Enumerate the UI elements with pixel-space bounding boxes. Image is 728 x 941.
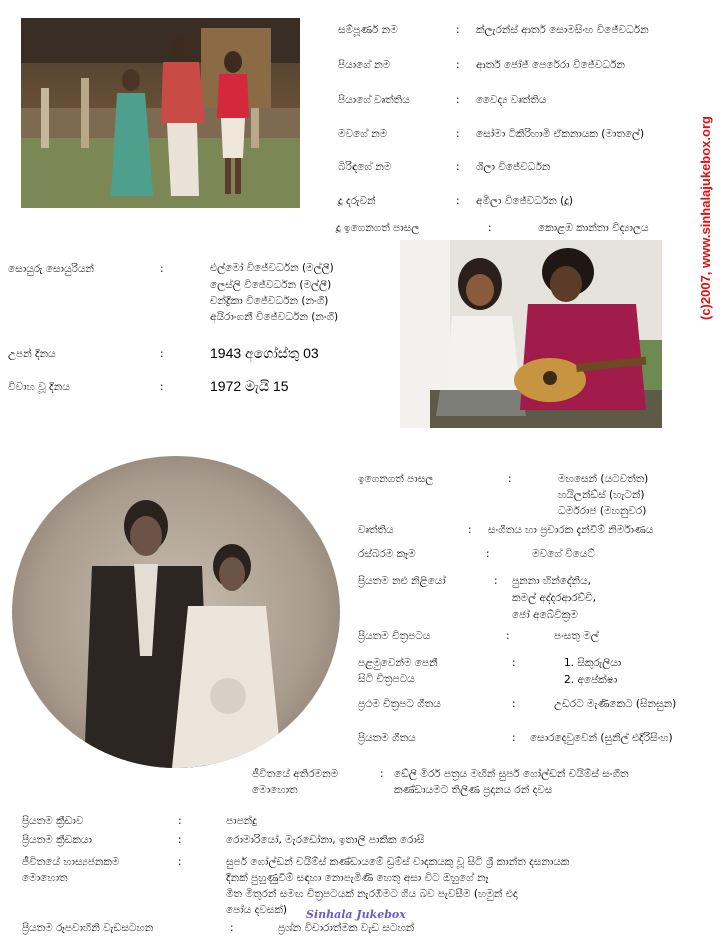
favorite-food-value: මවගේ වියෙට් <box>532 548 595 560</box>
father-profession-sep: : <box>456 94 460 106</box>
father-name-sep: : <box>456 59 460 71</box>
birth-label: උපන් දිනය <box>8 348 56 360</box>
favorite-food-sep: : <box>486 548 490 560</box>
birth-sep: : <box>160 348 164 360</box>
first-film-sep: : <box>512 657 516 669</box>
school-sep: : <box>508 473 512 485</box>
favorite-sport-label: ප්‍රියතම ක්‍රීඩාව <box>22 815 84 827</box>
actor-2: කමල් අද්දරආරච්චි, <box>512 592 597 604</box>
wife-name-label: බිරිඳගේ නම <box>338 161 392 173</box>
mother-name-label: මවගේ නම <box>338 128 388 140</box>
favorite-player-sep: : <box>178 834 182 846</box>
first-film-1: 1. සිකුරුලියා <box>564 657 622 669</box>
profession-value: සංගීතය හා ප්‍රචාරක දැන්වීම් නිර්මාණය <box>488 524 654 536</box>
school-label: ඉගෙනගත් පාසල <box>358 473 434 485</box>
sibling-2: ලෙස්ලි විජේවර්ධන (මල්ලී) <box>210 279 332 291</box>
funny-moment-line4: පෝය දවසක්) <box>226 904 287 916</box>
favorite-tv-value: ප්‍රශ්න විචාරාත්මක වැඩ සටහන් <box>278 922 415 934</box>
first-song-value: උඩරට මැණිකෙට (සිනසුන) <box>554 698 677 710</box>
birth-value: 1943 අගෝස්තු 03 <box>210 345 319 361</box>
school-1: මහසෙන් (යටවත්ත) <box>558 473 649 485</box>
first-song-sep: : <box>512 698 516 710</box>
siblings-sep: : <box>160 263 164 275</box>
favorite-film-value: පංසතු මල් <box>554 630 599 642</box>
daughter-school-sep: : <box>488 222 492 234</box>
siblings-label: සොයුරු සොයුරියන් <box>8 263 94 275</box>
funny-moment-label-line2: මොහොත <box>22 872 68 884</box>
favorite-song-sep: : <box>512 732 516 744</box>
actors-sep: : <box>494 575 498 587</box>
sibling-1: එල්මෝ විජේවර්ධන (මල්ලී) <box>210 262 334 274</box>
actor-3: ජෝ අබේවික්‍රම <box>512 609 578 621</box>
copyright-watermark: (c)2007, www.sinhalajukebox.org <box>698 116 713 320</box>
first-film-label-line1: පළමුවෙන්ම පෙනී <box>358 657 438 669</box>
mother-name-sep: : <box>456 128 460 140</box>
funny-moment-sep: : <box>178 856 182 868</box>
wedding-sep: : <box>160 381 164 393</box>
wedding-value: 1972 මැයි 15 <box>210 378 289 394</box>
full-name-sep: : <box>456 24 460 36</box>
family-photo <box>21 18 300 208</box>
profession-label: වෘත්තිය <box>358 524 394 536</box>
funny-moment-label-line1: ජීවිතයේ හාස්‍යජනකම <box>22 856 120 868</box>
father-name-value: ආතර් ජෝජ් පෙරේරා විජේවර්ධන <box>476 59 625 71</box>
actor-1: පුනනා හින්දේනිය, <box>512 575 591 587</box>
first-film-label-line2: සිටි චිත්‍රපටය <box>358 673 415 685</box>
wife-name-sep: : <box>456 161 460 173</box>
school-2: හයිලන්ඩ්ස් (හැටන්) <box>558 489 645 501</box>
favorite-song-label: ප්‍රියතම ගීතය <box>358 732 416 744</box>
wife-name-value: ශිලා විජේවර්ධන <box>476 161 551 173</box>
sibling-3: චන්ද්‍රිකා විජේවර්ධන (නංගී) <box>210 295 329 307</box>
memorable-label-line1: ජීවිතයේ අතිරමනම <box>252 768 339 780</box>
sibling-4: අයිරාංගනී විජේවර්ධන (නංගී) <box>210 311 339 323</box>
funny-moment-line3: මිත මිතුරන් සමඟ චිත්‍රපටයක් නැරඹීමට ගිය බව පැවසීම (හමුන් එදා <box>226 888 518 900</box>
sinhala-jukebox-logo: Sinhala Jukebox <box>306 908 406 921</box>
first-song-label: ප්‍රථම චිත්‍රපට ගීතය <box>358 698 441 710</box>
children-label: දූ දරුවන් <box>338 195 376 207</box>
mother-name-value: සෝමා ටිකිරිහාමි ඒකනායක (මාතලේ) <box>476 128 645 140</box>
favorite-film-sep: : <box>506 630 510 642</box>
favorite-player-label: ප්‍රියතම ක්‍රීඩකයා <box>22 834 92 846</box>
favorite-tv-sep: : <box>230 922 234 934</box>
full-name-value: ක්ලැරන්ස් ආතර් සොමසිංහ විජේවර්ධන <box>476 24 649 36</box>
children-sep: : <box>456 195 460 207</box>
funny-moment-line1: සුපර් ගෝල්ඩන් චයිම්ස් කණ්ඩායමේ ඩ්‍රම්ස් වාදකයකු වූ සිටි ශ්‍රී කාන්ත දසනායක <box>226 856 570 868</box>
favorite-film-label: ප්‍රියතම චිත්‍රපටය <box>358 630 431 642</box>
wedding-label: විවාහ වූ දිනය <box>8 381 70 393</box>
funny-moment-line2: දිනක් පුහුණුවීම් සඳහා නොපැමිණි හෙතු අසා විට ඔහුගේ නෑ <box>226 872 489 884</box>
full-name-label: සම්පූර්ණ නම <box>338 24 398 36</box>
favorite-song-value: සොරදෙවුවෙන් (සුනිල් එදිරිසිංහ) <box>530 732 673 744</box>
memorable-sep: : <box>380 768 384 780</box>
favorite-tv-label: ප්‍රියතම රූපවාහිනි වැඩසටහන <box>22 922 154 934</box>
father-profession-value: වෛද්‍ය වෘත්තිය <box>476 94 547 106</box>
memorable-label-line2: මොහොත <box>252 784 298 796</box>
first-film-2: 2. අපේක්ෂා <box>564 674 618 686</box>
profession-sep: : <box>468 524 472 536</box>
favorite-sport-value: පාපන්දු <box>226 815 257 827</box>
children-value: අමිලා විජේවර්ධන (දූ) <box>476 195 574 207</box>
memorable-value-line2: කණ්ඩායමට තිලිණ ප්‍රදානය රන් දවස <box>394 784 553 796</box>
daughter-school-value: කොළඹ කාන්තා විද්‍යාලය <box>538 222 649 234</box>
guitar-photo <box>400 240 662 428</box>
daughter-school-label: දූ ඉගෙනගත් පාසල <box>336 222 420 234</box>
actors-label: ප්‍රියතම නළු නිළියෝ <box>358 575 446 587</box>
school-3: ධර්මරාජ (මහනුවර) <box>558 505 647 517</box>
father-profession-label: පියාගේ වෘත්තිය <box>338 94 410 106</box>
wedding-photo <box>12 456 340 768</box>
favorite-food-label: රස්බරම ‍කෑම <box>358 548 416 560</box>
favorite-sport-sep: : <box>178 815 182 827</box>
father-name-label: පියාගේ නම <box>338 59 391 71</box>
favorite-player-value: රොමාරියෝ, මැරඩෝනා, ඉතාලි පාකික රොසි <box>226 834 425 846</box>
memorable-value-line1: ඩේලි මිරර් පත්‍රය මඟින් සුපර් ගෝල්ඩන් චයිම්ස් සංගීත <box>394 768 629 780</box>
